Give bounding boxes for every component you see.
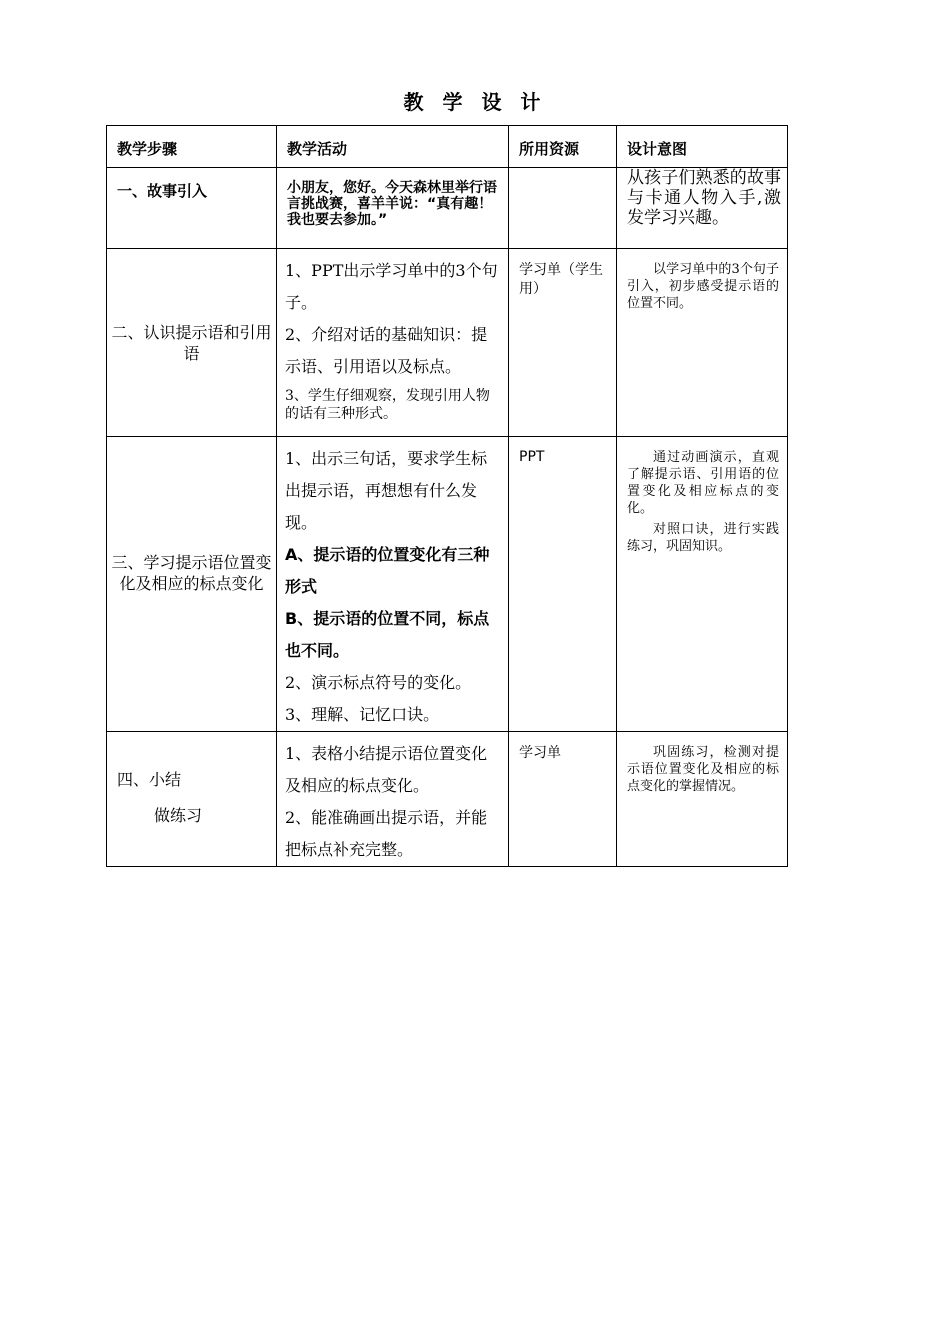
table-header-row (107, 126, 788, 168)
activity-cell (277, 437, 508, 731)
activity-line: 3、理解、记忆口诀。 (285, 705, 440, 724)
resource-cell: 学习单 (519, 745, 561, 761)
step-cell: 一、故事引入 (117, 182, 208, 200)
activity-line: 1、表格小结提示语位置变化及相应的标点变化。 (285, 744, 488, 795)
step-line: 做练习 (154, 806, 203, 825)
activity-line: 2、能准确画出提示语，并能把标点补充完整。 (285, 808, 488, 859)
step-cell: 三、学习提示语位置变化及相应的标点变化 (111, 553, 272, 593)
activity-cell (277, 732, 508, 866)
activity-line: 3、学生仔细观察，发现引用人物的话有三种形式。 (285, 388, 490, 422)
table-row (107, 437, 788, 732)
intent-cell (617, 732, 787, 795)
header-step: 教学步骤 (117, 140, 178, 158)
activity-line: 2、演示标点符号的变化。 (285, 673, 472, 692)
intent-cell: 从孩子们熟悉的故事与卡通人物入手,激发学习兴趣。 (627, 168, 781, 228)
intent-paragraph: 对照口诀，进行实践练习，巩固知识。 (627, 522, 779, 554)
table-row (107, 732, 788, 867)
activity-cell (277, 249, 508, 423)
step-cell: 二、认识提示语和引用语 (111, 323, 272, 363)
table-row (107, 168, 788, 249)
activity-line: 2、介绍对话的基础知识：提示语、引用语以及标点。 (285, 325, 488, 376)
header-resource: 所用资源 (519, 140, 580, 158)
table-row (107, 249, 788, 437)
intent-paragraph: 巩固练习，检测对提示语位置变化及相应的标点变化的掌握情况。 (627, 745, 779, 794)
intent-paragraph: 通过动画演示，直观了解提示语、引用语的位置变化及相应标点的变化。 (627, 450, 779, 516)
intent-cell (617, 437, 787, 555)
lesson-plan-table (106, 125, 788, 867)
resource-cell: 学习单（学生用） (519, 262, 603, 297)
activity-line: B、提示语的位置不同，标点也不同。 (285, 609, 490, 660)
activity-line: 1、PPT出示学习单中的3个句子。 (285, 261, 498, 312)
intent-cell (617, 249, 787, 312)
intent-paragraph: 以学习单中的3个句子引入，初步感受提示语的位置不同。 (627, 262, 779, 311)
step-cell (107, 732, 276, 834)
step-line: 四、小结 (117, 770, 182, 789)
page-title: 教 学 设 计 (403, 90, 547, 114)
header-intent: 设计意图 (627, 140, 688, 158)
activity-line: 1、出示三句话，要求学生标出提示语，再想想有什么发现。 (285, 449, 488, 532)
activity-cell: 小朋友，您好。今天森林里举行语言挑战赛，喜羊羊说：“真有趣！我也要去参加。” (287, 180, 497, 228)
resource-cell (509, 168, 616, 180)
resource-cell: PPT (519, 449, 545, 465)
activity-line: A、提示语的位置变化有三种形式 (285, 545, 490, 596)
header-activity: 教学活动 (287, 140, 348, 158)
